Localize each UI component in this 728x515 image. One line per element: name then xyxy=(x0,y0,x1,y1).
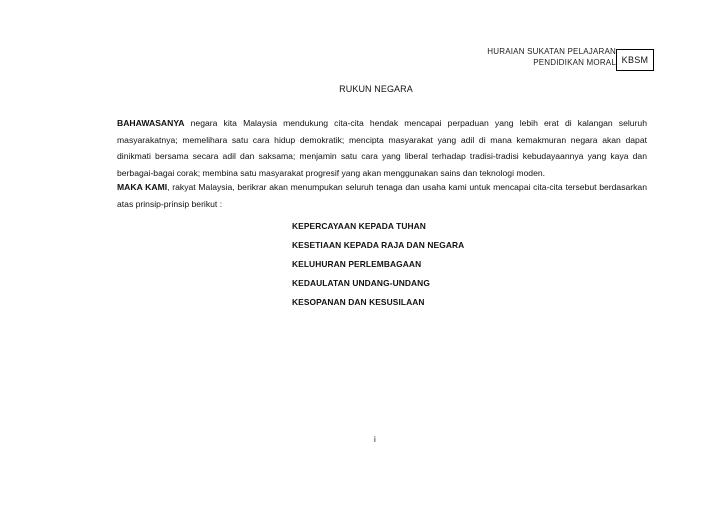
principles-list xyxy=(292,217,464,312)
preamble-paragraph xyxy=(117,115,647,181)
principle-item: KESOPANAN DAN KESUSILAAN xyxy=(292,297,425,307)
pledge-paragraph xyxy=(117,179,647,212)
pledge-text: , rakyat Malaysia, berikrar akan menumpukan seluruh tenaga dan usaha kami untuk mencapai cita-cita tersebut berdasarkan atas prinsip-prinsip berikut : xyxy=(117,182,647,209)
principle-item: KEDAULATAN UNDANG-UNDANG xyxy=(292,278,430,288)
document-header xyxy=(470,46,616,68)
pledge-lead: MAKA KAMI xyxy=(117,182,168,192)
principle-item: KELUHURAN PERLEMBAGAAN xyxy=(292,259,422,269)
preamble-text: negara kita Malaysia mendukung cita-cita hendak mencapai perpaduan yang lebih erat di kalangan seluruh masyarakatnya; memelihara satu cara hidup demokratik; mencipta masyarakat yang adil di mana kemakmuran negara akan dapat dinikmati bersama secara adil dan saksama; menjamin satu cara yang liberal terhadap tradisi-tradisi kebudayaannya yang kaya dan berbagai-bagai corak; membina satu masyarakat progresif yang akan menggunakan sains dan teknologi moden. xyxy=(117,118,647,178)
header-line-1: HURAIAN SUKATAN PELAJARAN xyxy=(487,47,616,56)
preamble-lead: BAHAWASANYA xyxy=(117,118,185,128)
kbsm-badge: KBSM xyxy=(616,49,654,71)
principle-item: KEPERCAYAAN KEPADA TUHAN xyxy=(292,221,426,231)
header-line-2: PENDIDIKAN MORAL xyxy=(533,58,616,67)
page-number: i xyxy=(374,435,376,444)
principle-item: KESETIAAN KEPADA RAJA DAN NEGARA xyxy=(292,240,465,250)
page-title: RUKUN NEGARA xyxy=(339,84,413,94)
